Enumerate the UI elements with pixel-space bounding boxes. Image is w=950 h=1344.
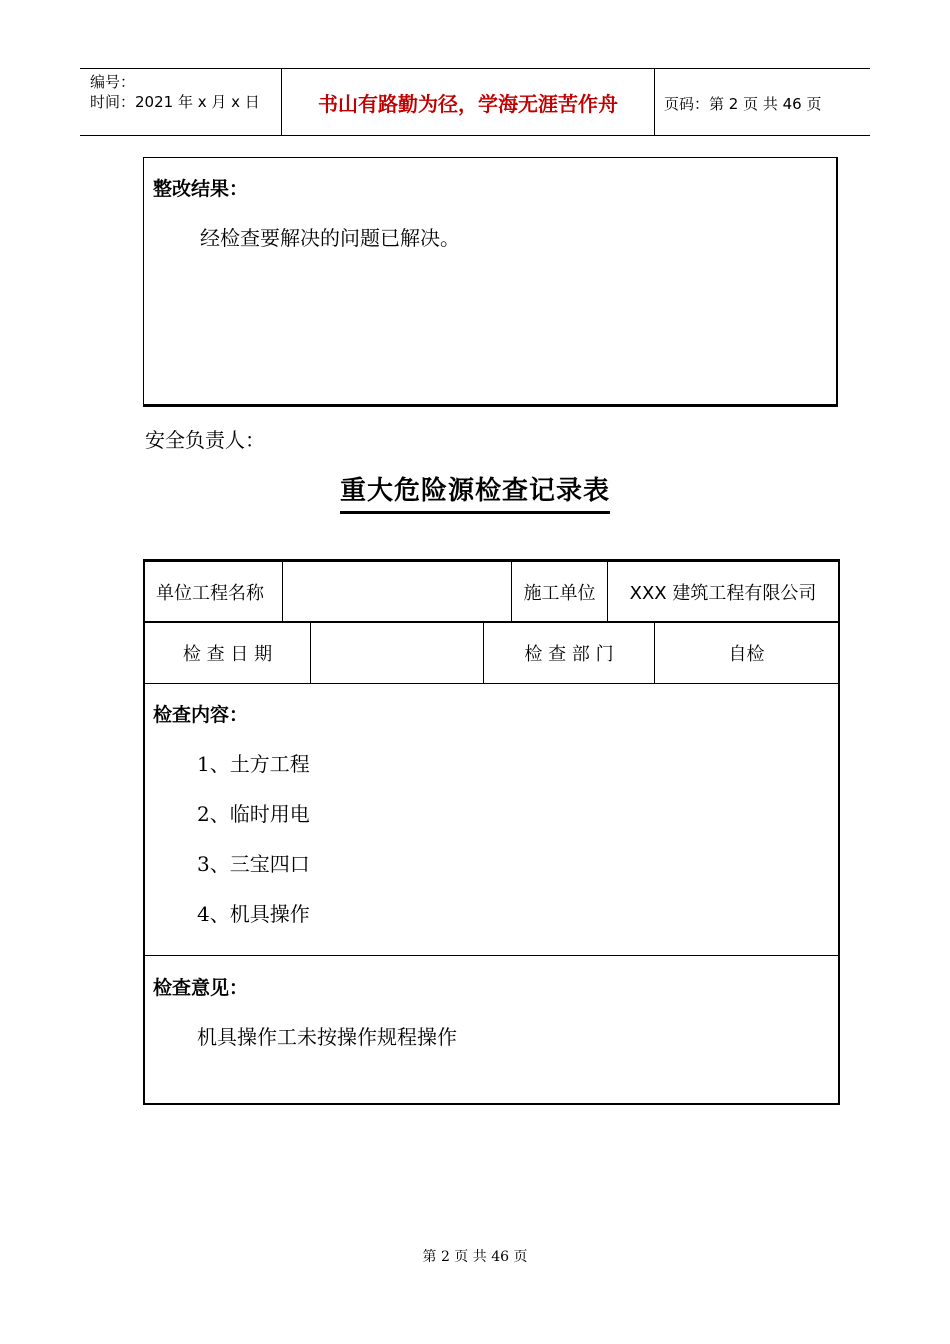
content-item: 1、土方工程 (197, 752, 310, 776)
check-date-value (313, 623, 481, 683)
header-divider-2 (654, 68, 655, 136)
form-title (0, 470, 950, 514)
unit-project-label: 单位工程名称 (156, 582, 264, 604)
header-top-rule (80, 68, 870, 69)
header-page-info: 页码：第 2 页 共 46 页 (664, 95, 822, 113)
check-date-label: 检 查 日 期 (182, 644, 273, 665)
check-opinion-text: 机具操作工未按操作规程操作 (197, 1025, 457, 1049)
check-dept-value: 自检 (728, 644, 765, 665)
row-divider-2 (145, 683, 838, 684)
rectification-label: 整改结果： (153, 178, 249, 200)
header-bottom-rule (80, 135, 870, 136)
doc-number-label: 编号： (90, 73, 136, 91)
check-opinion-label: 检查意见： (153, 977, 249, 999)
header-motto: 书山有路勤为径，学海无涯苦作舟 (318, 92, 618, 116)
unit-project-value (285, 562, 509, 621)
content-item: 3、三宝四口 (197, 852, 310, 876)
construction-unit-label: 施工单位 (523, 582, 596, 604)
inspection-table (143, 559, 840, 1105)
content-item: 4、机具操作 (197, 902, 310, 926)
safety-officer-label: 安全负责人： (145, 428, 265, 452)
content-item: 2、临时用电 (197, 802, 310, 826)
check-content-label: 检查内容： (153, 704, 249, 726)
check-dept-label: 检 查 部 门 (524, 644, 614, 665)
r2-vdiv-1 (310, 623, 311, 683)
row-divider-3 (145, 955, 838, 956)
construction-unit-value: XXX 建筑工程有限公司 (629, 582, 817, 604)
rectification-text: 经检查要解决的问题已解决。 (200, 226, 460, 250)
header-meta (90, 72, 260, 112)
doc-time-label: 时间：2021 年 x 月 x 日 (90, 93, 260, 111)
page-footer: 第 2 页 共 46 页 (422, 1249, 528, 1265)
r1-vdiv-1 (282, 562, 283, 621)
form-title-text: 重大危险源检查记录表 (340, 470, 610, 514)
rectification-box (143, 157, 838, 407)
